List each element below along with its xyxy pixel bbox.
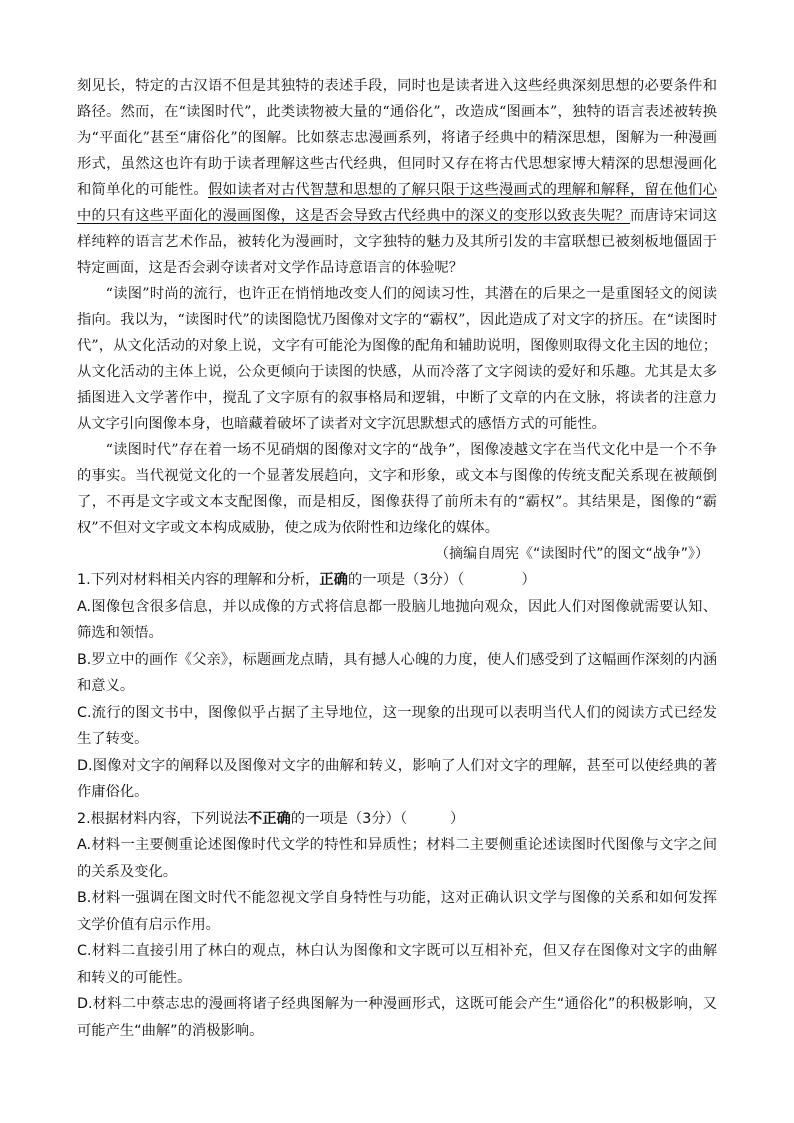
question-2	[77, 806, 717, 1045]
option-a: A.图像包含很多信息，并以成像的方式将信息都一股脑儿地抛向观众，因此人们对图像就需要认知、筛选和领悟。	[77, 598, 717, 641]
passage-paragraph-2: “读图”时尚的流行，也许正在悄悄地改变人们的阅读习性，其潜在的后果之一是重图轻文的阅读指向。我以为，“读图时代”的读图隐忧乃图像对文字的“霸权”，因此造成了对文字的挤压。在“读图时代”，从文化活动的对象上说，文字有可能沦为图像的配角和辅助说明，图像则取得文化主因的地位；从文化活动的主体上说，公众更倾向于读图的快感，从而冷落了文字阅读的爱好和乐趣。尤其是太多插图进入文学著作中，搅乱了文字原有的叙事格局和逻辑，中断了文章的内在文脉，将读者的注意力从文字引向图像本身，也暗藏着破坏了读者对文字沉思默想式的感悟方式的可能性。	[77, 286, 717, 432]
stem-text: 的一项是（3分）（ ）	[347, 572, 536, 588]
option-c: C.流行的图文书中，图像似乎占据了主导地位，这一现象的出现可以表明当代人们的阅读方式已经发生了转变。	[77, 704, 717, 747]
stem-emphasis: 正确	[319, 572, 348, 588]
passage-paragraph-3: “读图时代”存在着一场不见硝烟的图像对文字的“战争”，图像凌越文字在当代文化中是一个不争的事实。当代视觉文化的一个显著发展趋向，文字和形象，或文本与图像的传统支配关系现在被颠倒了，不再是文字或文本支配图像，而是相反，图像获得了前所未有的“霸权”。其结果是，图像的“霸权”不但对文字或文本构成威胁，使之成为依附性和边缘化的媒体。	[77, 442, 717, 536]
page-content	[77, 73, 717, 1044]
option-b: B.罗立中的画作《父亲》，标题画龙点睛，具有撼人心魄的力度，使人们感受到了这幅画作深刻的内涵和意义。	[77, 651, 717, 694]
stem-text: 的一项是（3分）（ ）	[290, 810, 465, 827]
passage-text: 而唐诗宋词这样纯粹的语言艺术作品，被转化为漫画时，文字独特的魅力及其所引发的丰富联想已被刻板地僵固于特定画面，这是否会剥夺读者对文学作品诗意语言的体验呢？	[77, 208, 718, 276]
option-d: D.图像对文字的阐释以及图像对文字的曲解和转义，影响了人们对文字的理解，甚至可以使经典的著作庸俗化。	[77, 757, 717, 800]
question-stem	[77, 806, 717, 833]
option-c: C.材料二直接引用了林白的观点，林白认为图像和文字既可以互相补充，但又存在图像对文字的曲解和转义的可能性。	[77, 943, 717, 986]
passage-text: 刻见长，特定的古汉语不但是其独特的表述手段，同时也是读者进入这些经典深刻思想的必要条件和路径。然而，在“读图时代”，此类读物被大量的“通俗化”，改造成“图画本”，独特的语言表述被转换为“平面化”甚至“庸俗化”的图解。比如蔡志忠漫画系列，将诸子经典中的精深思想，图解为一种漫画形式，虽然这也许有助于读者理解这些古代经典，但同时又存在将古代思想家博大精深的思想漫画化和简单化的可能性。	[77, 78, 717, 198]
stem-emphasis: 不正确	[247, 810, 291, 827]
question-stem	[77, 567, 717, 594]
stem-text: 1.下列对材料相关内容的理解和分析，	[77, 572, 320, 588]
stem-text: 2.根据材料内容，下列说法	[77, 810, 248, 827]
option-b: B.材料一强调在图文时代不能忽视文学自身特性与功能，这对正确认识文学与图像的关系和如何发挥文学价值有启示作用。	[77, 890, 717, 933]
passage-paragraph-1	[77, 73, 717, 281]
underlined-sentence: 假如读者对古代智慧和思想的了解只限于这些漫画式的理解和解释，留在他们心中的只有这些平面化的漫画图像，这是否会导致古代经典中的深义的变形以致丧失呢？	[77, 182, 718, 224]
option-d: D.材料二中蔡志忠的漫画将诸子经典图解为一种漫画形式，这既可能会产生“通俗化”的积极影响，又可能产生“曲解”的消极影响。	[77, 996, 717, 1039]
option-a: A.材料一主要侧重论述图像时代文学的特性和异质性；材料二主要侧重论述读图时代图像与文字之间的关系及变化。	[77, 837, 717, 880]
source-citation: （摘编自周宪《“读图时代”的图文“战争”》）	[434, 546, 709, 562]
question-1	[77, 567, 717, 806]
